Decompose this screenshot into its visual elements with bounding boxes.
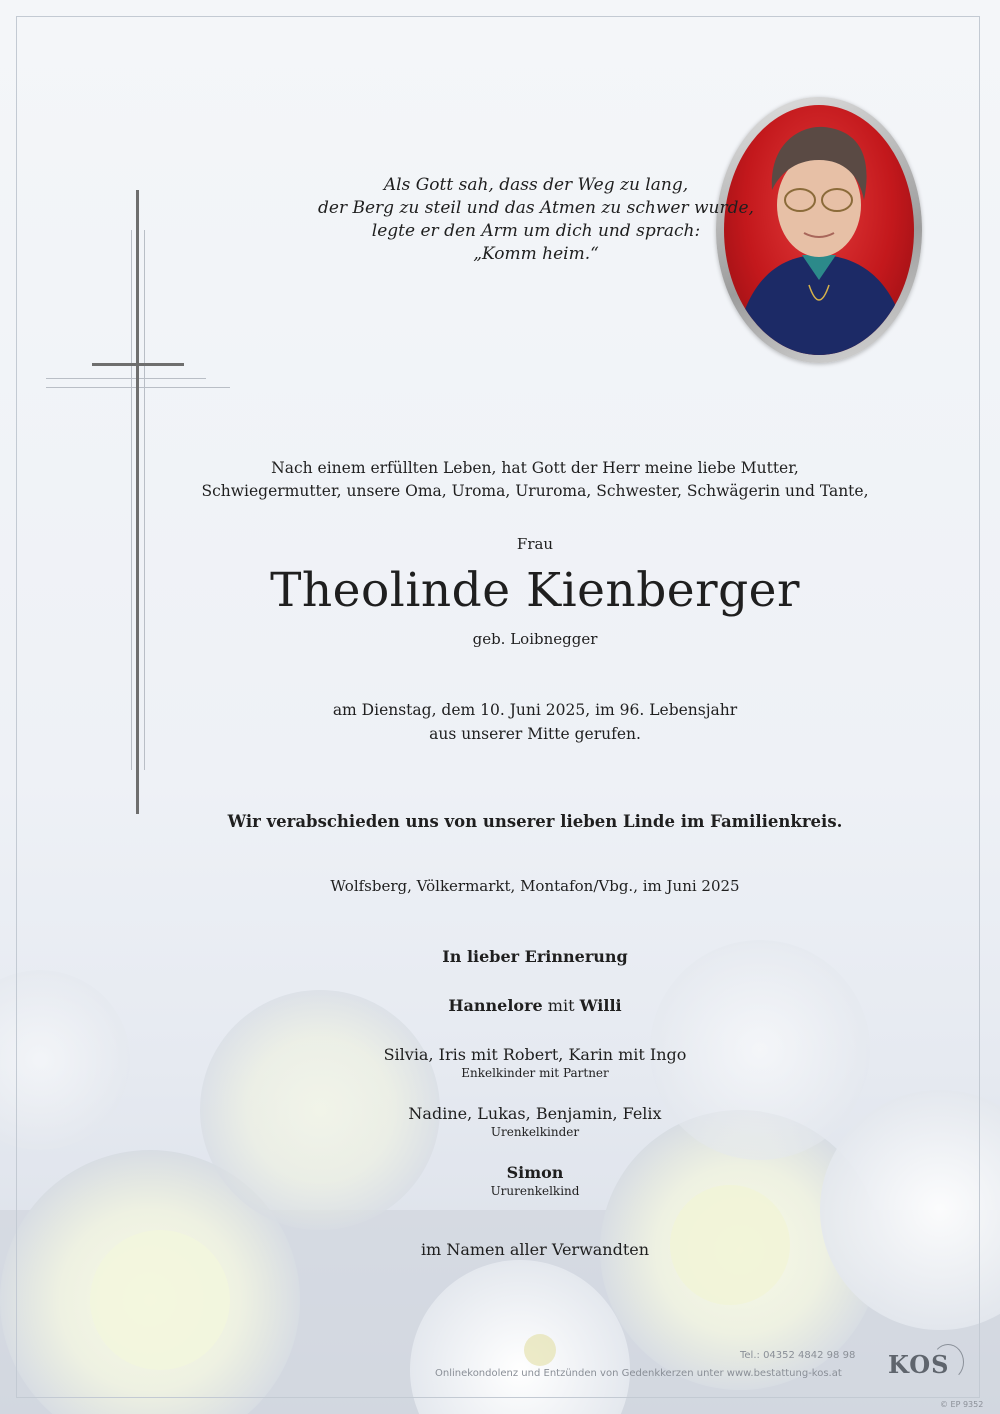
mourner-child-partner: Willi <box>579 996 622 1015</box>
kos-logo: KOS <box>888 1350 950 1379</box>
intro-text <box>170 457 900 503</box>
poem <box>236 174 836 266</box>
mourners-closing: im Namen aller Verwandten <box>420 1240 650 1259</box>
great-great-grandchild-label: Ururenkelkind <box>490 1184 580 1198</box>
deceased-name: Theolinde Kienberger <box>270 563 800 618</box>
mourner-joiner: mit <box>547 996 575 1015</box>
poem-line: Als Gott sah, dass der Weg zu lang, <box>383 175 689 195</box>
poem-line: „Komm heim.“ <box>473 244 599 264</box>
farewell-text: Wir verabschieden uns von unserer lieben Linde im Familienkreis. <box>227 812 843 831</box>
grandchildren-names: Silvia, Iris mit Robert, Karin mit Ingo <box>383 1045 687 1064</box>
mourners-heading: In lieber Erinnerung <box>442 947 628 966</box>
footer-phone: Tel.: 04352 4842 98 98 <box>740 1350 856 1361</box>
mourner-child-name: Hannelore <box>448 996 543 1015</box>
poem-line: legte er den Arm um dich und sprach: <box>371 221 701 241</box>
print-code: © EP 9352 <box>940 1400 984 1409</box>
grandchildren-label: Enkelkinder mit Partner <box>461 1066 609 1080</box>
mourners-list <box>330 946 740 1261</box>
poem-line: der Berg zu steil und das Atmen zu schwer wurde, <box>318 198 754 218</box>
intro-line: Schwiegermutter, unsere Oma, Uroma, Ururoma, Schwester, Schwägerin und Tante, <box>201 482 869 500</box>
title-prefix: Frau <box>516 535 554 553</box>
great-great-grandchild-name: Simon <box>506 1163 564 1182</box>
death-line: am Dienstag, dem 10. Juni 2025, im 96. Lebensjahr <box>332 701 738 719</box>
death-notice <box>230 698 840 746</box>
great-grandchildren-label: Urenkelkinder <box>490 1125 580 1139</box>
mourner-children <box>330 995 740 1017</box>
great-grandchildren-names: Nadine, Lukas, Benjamin, Felix <box>408 1104 662 1123</box>
footer-online-link[interactable]: Onlinekondolenz und Entzünden von Gedenkkerzen unter www.bestattung-kos.at <box>435 1368 842 1379</box>
maiden-name: geb. Loibnegger <box>472 630 598 648</box>
place-date: Wolfsberg, Völkermarkt, Montafon/Vbg., im Juni 2025 <box>330 877 740 895</box>
death-line: aus unserer Mitte gerufen. <box>429 725 641 743</box>
intro-line: Nach einem erfüllten Leben, hat Gott der Herr meine liebe Mutter, <box>271 459 799 477</box>
